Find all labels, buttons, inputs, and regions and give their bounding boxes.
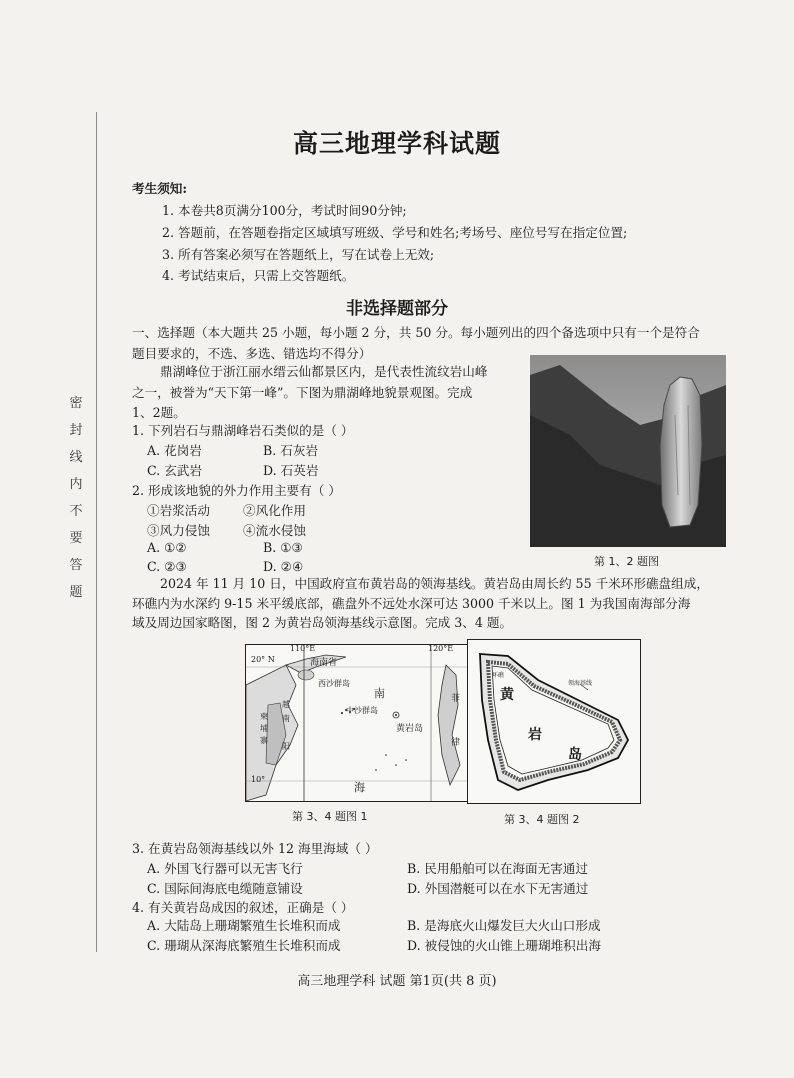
seal-line bbox=[96, 112, 97, 952]
q2-option-d: D. ②④ bbox=[263, 559, 304, 574]
notice-item-3: 3. 所有答案必须写在答题纸上，写在试卷上无效; bbox=[162, 247, 435, 262]
q4-option-c: C. 珊瑚从深海底繁殖生长堆积而成 bbox=[147, 938, 341, 953]
hai-label: 海 bbox=[354, 781, 365, 794]
huang-char: 黄 bbox=[500, 687, 514, 703]
lon-120-label: 120°E bbox=[428, 644, 454, 653]
q4-option-a: A. 大陆岛上珊瑚繁殖生长堆积而成 bbox=[147, 918, 341, 933]
lat-10-label: 10° bbox=[251, 775, 266, 784]
baseline-label: 领海基线 bbox=[568, 680, 593, 687]
q2-item-3: ③风力侵蚀 bbox=[147, 523, 210, 538]
yang-label: 阳 bbox=[282, 742, 290, 751]
q1-option-d: D. 石英岩 bbox=[263, 463, 319, 478]
page-footer: 高三地理学科 试题 第1页(共 8 页) bbox=[297, 974, 497, 989]
dao-char: 岛 bbox=[568, 747, 582, 763]
zhai-label: 寨 bbox=[260, 736, 268, 745]
hainan-label: 海南省 bbox=[310, 658, 338, 668]
xisha-label: 西沙群岛 bbox=[318, 679, 350, 688]
yue-label: 越 bbox=[282, 700, 290, 709]
q3-option-c: C. 国际间海底电缆随意铺设 bbox=[147, 881, 303, 896]
notice-item-2: 2. 答题前，在答题卷指定区域填写班级、学号和姓名;考场号、座位号写在指定位置; bbox=[162, 225, 628, 240]
intro-q3-4-line1: 2024 年 11 月 10 日，中国政府宣布黄岩岛的领海基线。黄岩岛由周长约 55 千米环形礁盘组成， bbox=[160, 576, 709, 591]
nan-label: 南 bbox=[374, 687, 385, 700]
q3-option-d: D. 外国潜艇可以在水下无害通过 bbox=[407, 881, 589, 896]
q2-option-b: B. ①③ bbox=[263, 540, 303, 555]
q2-item-4: ④流水侵蚀 bbox=[243, 523, 306, 538]
intro-q1-2-line2: 之一，被誉为“天下第一峰”。下图为鼎湖峰地貌景观图。完成 bbox=[132, 385, 473, 400]
zhongsha-label: 中沙群岛 bbox=[346, 706, 378, 715]
q4-stem: 4. 有关黄岩岛成因的叙述，正确是（ ） bbox=[132, 900, 354, 915]
q2-item-2: ②风化作用 bbox=[243, 503, 306, 518]
lv-label: 律 bbox=[451, 738, 461, 748]
map1-caption: 第 3、4 题图 1 bbox=[292, 810, 368, 823]
lat-20-label: 20° N bbox=[251, 655, 275, 664]
seal-line-notice: 密封线内不要答题 bbox=[69, 396, 83, 600]
part1-instruction-line1: 一、选择题（本大题共 25 小题，每小题 2 分，共 50 分。每小题列出的四个备选项中只有一个是符合 bbox=[132, 325, 700, 340]
q2-stem: 2. 形成该地貌的外力作用主要有（ ） bbox=[132, 483, 341, 498]
q4-option-d: D. 被侵蚀的火山锥上珊瑚堆积出海 bbox=[407, 938, 601, 953]
notice-heading: 考生须知: bbox=[132, 181, 188, 196]
q1-stem: 1. 下列岩石与鼎湖峰岩石类似的是（ ） bbox=[132, 423, 354, 438]
q3-stem: 3. 在黄岩岛领海基线以外 12 海里海域（ ） bbox=[132, 841, 378, 856]
q2-item-1: ①岩浆活动 bbox=[147, 503, 210, 518]
notice-item-1: 1. 本卷共8页满分100分，考试时间90分钟; bbox=[162, 203, 407, 218]
intro-q1-2-line1: 鼎湖峰位于浙江丽水缙云仙都景区内，是代表性流纹岩山峰 bbox=[160, 364, 488, 379]
q3-option-a: A. 外国飞行器可以无害飞行 bbox=[147, 861, 303, 876]
q1-option-c: C. 玄武岩 bbox=[147, 463, 202, 478]
huangyan-label: 黄岩岛 bbox=[396, 724, 424, 734]
q3-option-b: B. 民用船舶可以在海面无害通过 bbox=[407, 861, 588, 876]
dinghu-peak-illustration bbox=[530, 355, 726, 547]
part1-instruction-line2: 题目要求的，不选、多选、错选均不得分） bbox=[132, 346, 372, 361]
huangyan-baseline-map bbox=[467, 639, 641, 804]
lon-110-label: 110°E bbox=[290, 644, 316, 653]
south-china-sea-map bbox=[245, 644, 469, 802]
q2-option-c: C. ②③ bbox=[147, 559, 187, 574]
fei-label: 菲 bbox=[451, 694, 461, 704]
nan2-label: 南 bbox=[282, 714, 290, 723]
dinghu-peak-photo bbox=[530, 355, 726, 547]
intro-q1-2-line3: 1、2题。 bbox=[132, 405, 186, 420]
yan-char: 岩 bbox=[528, 727, 542, 743]
map2-caption: 第 3、4 题图 2 bbox=[504, 813, 580, 826]
section-title: 非选择题部分 bbox=[346, 299, 448, 319]
atoll-label: 环礁 bbox=[492, 672, 505, 679]
pu-label: 埔 bbox=[260, 724, 268, 733]
q4-option-b: B. 是海底火山爆发巨大火山口形成 bbox=[407, 918, 601, 933]
intro-q3-4-line3: 域及周边国家略图，图 2 为黄岩岛领海基线示意图。完成 3、4 题。 bbox=[132, 615, 513, 630]
notice-item-4: 4. 考试结束后，只需上交答题纸。 bbox=[162, 268, 355, 283]
page-title: 高三地理学科试题 bbox=[292, 129, 501, 158]
q1-option-b: B. 石灰岩 bbox=[263, 443, 319, 458]
jian-label: 柬 bbox=[260, 712, 268, 721]
intro-q3-4-line2: 环礁内为水深约 9-15 米平缓底部，礁盘外不远处水深可达 3000 千米以上。图 1 为我国南海部分海 bbox=[132, 596, 691, 611]
q2-option-a: A. ①② bbox=[147, 540, 187, 555]
photo-caption: 第 1、2 题图 bbox=[594, 555, 659, 568]
q1-option-a: A. 花岗岩 bbox=[147, 443, 202, 458]
